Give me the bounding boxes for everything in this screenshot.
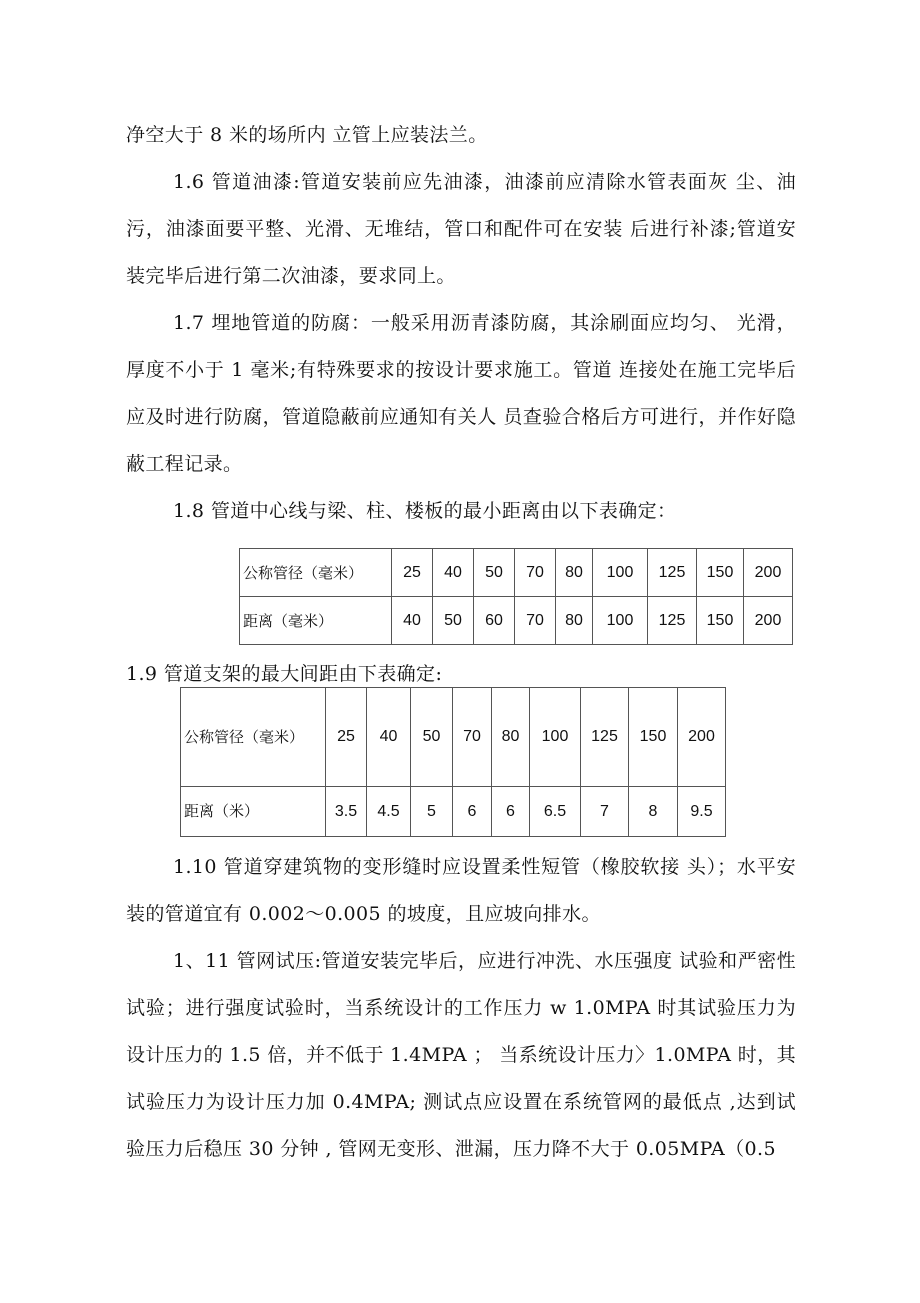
support-spacing-table — [180, 687, 726, 837]
paragraph-1-8-min-distance: 1.8 管道中心线与梁、柱、楼板的最小距离由以下表确定： — [173, 500, 677, 522]
table-cell: 5 — [411, 787, 453, 837]
table-cell: 70 — [453, 688, 492, 787]
row-label-diameter: 公称管径（毫米） — [240, 549, 392, 597]
table-cell: 200 — [744, 549, 793, 597]
table-cell: 50 — [433, 597, 474, 645]
table-cell: 40 — [392, 597, 433, 645]
table-cell: 50 — [474, 549, 515, 597]
table-cell: 70 — [515, 549, 556, 597]
table-cell: 80 — [492, 688, 530, 787]
row-label-spacing: 距离（米） — [181, 787, 326, 837]
table-cell: 70 — [515, 597, 556, 645]
table-cell: 60 — [474, 597, 515, 645]
table-cell: 100 — [593, 597, 648, 645]
table-cell: 6 — [492, 787, 530, 837]
paragraph-1-6-pipe-painting: 1.6 管道油漆:管道安装前应先油漆，油漆前应清除水管表面灰 尘、油污，油漆面要平整、光滑、无堆结，管口和配件可在安装 后进行补漆;管道安装完毕后进行第二次油漆，要求同上。 — [126, 171, 796, 287]
row-label-diameter: 公称管径（毫米） — [181, 688, 326, 787]
table-cell: 200 — [678, 688, 726, 787]
table-row — [240, 549, 793, 597]
table-cell: 40 — [433, 549, 474, 597]
paragraph-1-9-support-spacing: 1.9 管道支架的最大间距由下表确定: — [126, 663, 443, 685]
table-row — [181, 688, 726, 787]
table-cell: 100 — [593, 549, 648, 597]
table-cell: 25 — [392, 549, 433, 597]
table-cell: 25 — [326, 688, 367, 787]
table-row — [240, 597, 793, 645]
table-row — [181, 787, 726, 837]
table-cell: 125 — [581, 688, 629, 787]
paragraph-1-10-flexible-joint: 1.10 管道穿建筑物的变形缝时应设置柔性短管（橡胶软接 头）；水平安装的管道宜有 0.002～0.005 的坡度，且应坡向排水。 — [126, 856, 796, 925]
table-cell: 4.5 — [367, 787, 411, 837]
table-cell: 150 — [629, 688, 678, 787]
paragraph-1-7-buried-pipe-anticorrosion: 1.7 埋地管道的防腐：一般采用沥青漆防腐，其涂刷面应均匀、 光滑，厚度不小于 1 毫米;有特殊要求的按设计要求施工。管道 连接处在施工完毕后应及时进行防腐，管道隐蔽前应通知有关人 员查验合格后方可进行，并作好隐蔽工程记录。 — [126, 312, 796, 475]
table-cell: 6 — [453, 787, 492, 837]
table-cell: 80 — [556, 597, 593, 645]
table-cell: 7 — [581, 787, 629, 837]
table-cell: 3.5 — [326, 787, 367, 837]
table-cell: 80 — [556, 549, 593, 597]
table-cell: 9.5 — [678, 787, 726, 837]
table-cell: 50 — [411, 688, 453, 787]
row-label-distance: 距离（毫米） — [240, 597, 392, 645]
table-cell: 100 — [530, 688, 581, 787]
paragraph-1-11-pressure-test: 1、11 管网试压:管道安装完毕后，应进行冲洗、水压强度 试验和严密性试验；进行强度试验时，当系统设计的工作压力 w 1.0MPA 时其试验压力为设计压力的 1.5 倍，并不低于 1.4MPA ； 当系统设计压力〉1.0MPA 时，其试验压力为设计压力加 0.4MPA; 测试点应设置在系统管网的最低点 ,达到试验压力后稳压 30 分钟 , 管网无变形、泄漏，压力降不大于 0.05MPA（0.5 — [126, 950, 796, 1160]
paragraph-text: 净空大于 8 米的场所内 立管上应装法兰。 — [126, 124, 488, 146]
table-cell: 200 — [744, 597, 793, 645]
min-distance-table — [239, 548, 793, 645]
table-cell: 125 — [648, 549, 697, 597]
table-cell: 8 — [629, 787, 678, 837]
table-cell: 150 — [697, 597, 744, 645]
table-cell: 125 — [648, 597, 697, 645]
table-cell: 6.5 — [530, 787, 581, 837]
table-cell: 40 — [367, 688, 411, 787]
table-cell: 150 — [697, 549, 744, 597]
